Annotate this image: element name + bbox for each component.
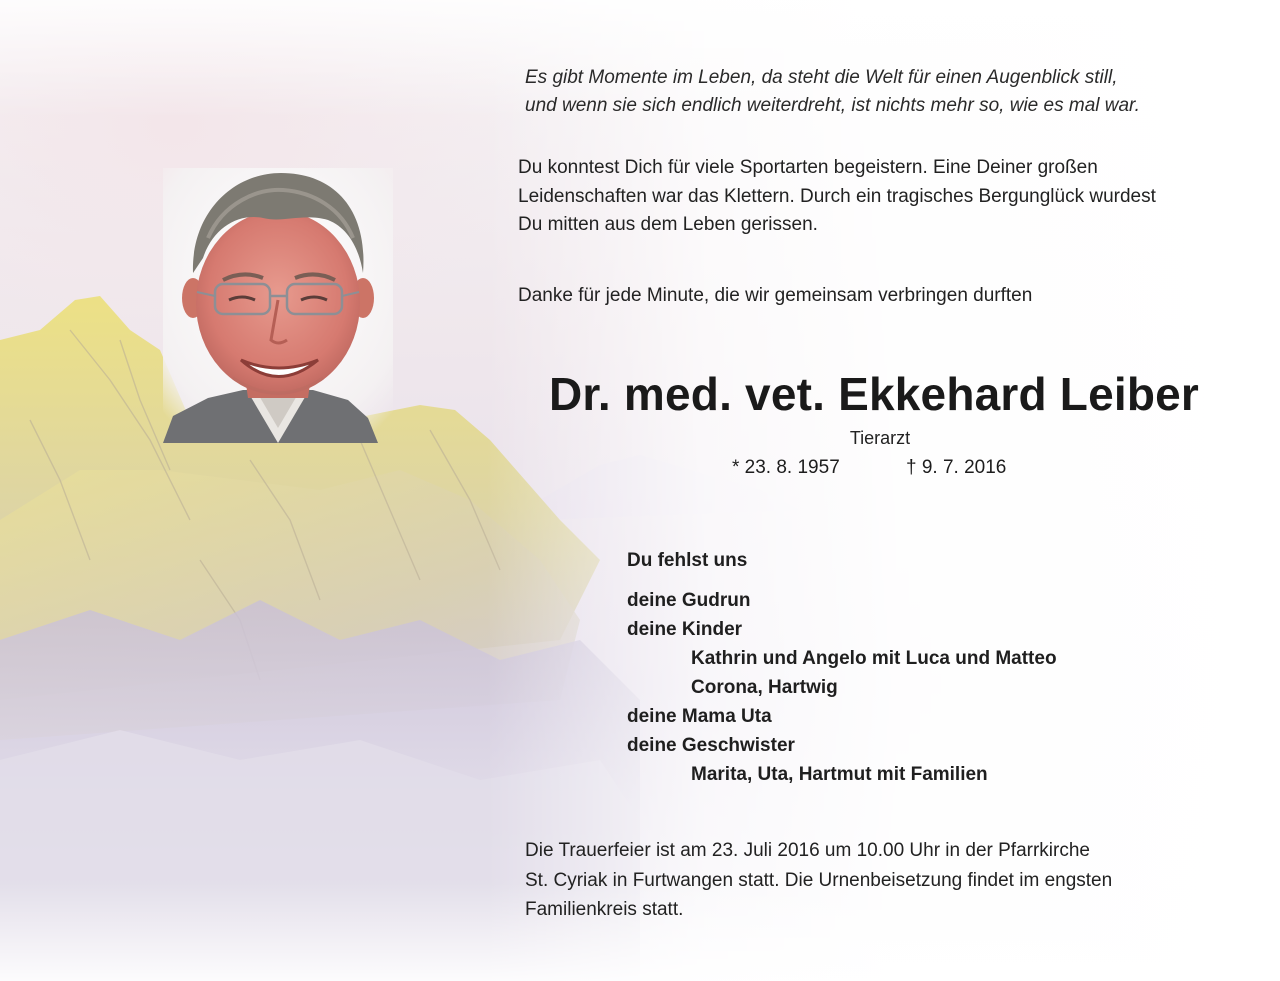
mourner-line: deine Geschwister bbox=[627, 735, 795, 756]
deceased-profession: Tierarzt bbox=[849, 428, 911, 448]
mourner-line-indented: Kathrin und Angelo mit Luca und Matteo bbox=[691, 648, 1057, 669]
deceased-name: Dr. med. vet. Ekkehard Leiber bbox=[548, 368, 1200, 420]
mourners-heading: Du fehlst uns bbox=[627, 550, 748, 571]
mourners-list bbox=[627, 546, 1227, 789]
opening-quote: Es gibt Momente im Leben, da steht die Welt für einen Augenblick still, und wenn sie sich endlich weiterdreht, ist nichts mehr so, wie es mal war. bbox=[525, 67, 1140, 116]
thanks-paragraph: Danke für jede Minute, die wir gemeinsam verbringen durften bbox=[518, 285, 1033, 306]
funeral-service-notice: Die Trauerfeier ist am 23. Juli 2016 um 10.00 Uhr in der Pfarrkirche St. Cyriak in Furtwangen statt. Die Urnenbeisetzung findet im engsten Familienkreis statt. bbox=[525, 840, 1113, 920]
mourner-line-indented: Corona, Hartwig bbox=[691, 677, 838, 698]
mourner-line: deine Gudrun bbox=[627, 590, 751, 611]
mourner-line: deine Kinder bbox=[627, 619, 743, 640]
mourner-line: deine Mama Uta bbox=[627, 706, 772, 727]
tribute-paragraph: Du konntest Dich für viele Sportarten begeistern. Eine Deiner großen Leidenschaften war das Klettern. Durch ein tragisches Bergunglück wurdest Du mitten aus dem Leben gerissen. bbox=[518, 157, 1156, 235]
portrait-photo bbox=[163, 168, 393, 443]
birth-date: * 23. 8. 1957 bbox=[732, 457, 840, 478]
mourner-line-indented: Marita, Uta, Hartmut mit Familien bbox=[691, 764, 988, 785]
death-date: † 9. 7. 2016 bbox=[906, 457, 1007, 478]
